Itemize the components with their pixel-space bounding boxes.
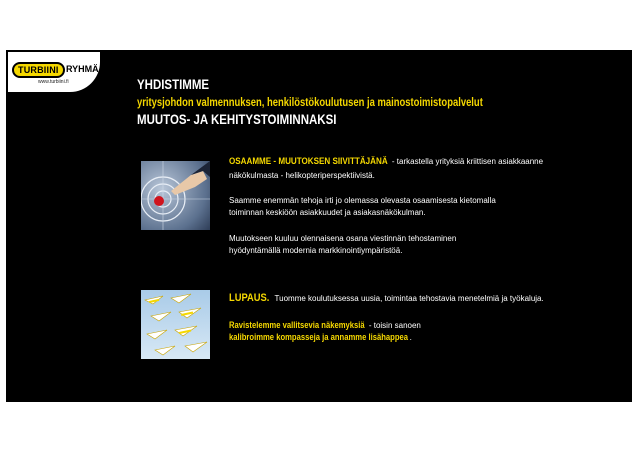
heading-line2: yritysjohdon valmennuksen, henkilöstökoulutusen ja mainostoimistopalvelut [137, 97, 483, 109]
logo-url: www.turbiini.fi [38, 79, 69, 85]
logo-suffix: RYHMÄ [66, 64, 99, 74]
paper-planes-image [141, 290, 210, 359]
section1-p2-line2: toiminnan keskiöön asiakkuudet ja asiakasnäkökulman. [229, 208, 426, 217]
section2-line3-rest: . [409, 333, 412, 342]
section2-highlight1: Ravistelemme vallitsevia näkemyksiä [229, 320, 365, 330]
section1-title: OSAAMME - MUUTOKSEN SIIVITTÄJÄNÄ [229, 156, 388, 167]
target-touch-image [141, 161, 210, 230]
section1-p2-line1: Saamme enemmän tehoja irti jo olemassa olevasta osaamisesta kietomalla [229, 196, 496, 205]
section2-line2 [229, 320, 421, 331]
heading-line3: MUUTOS- JA KEHITYSTOIMINNAKSI [137, 111, 337, 127]
section1-p3-line2: hyödyntämällä modernia markkinointiympäristöä. [229, 246, 403, 255]
turbiini-logo[interactable] [8, 52, 100, 92]
section1-line1 [229, 156, 543, 167]
section2-title-rest: Tuomme koulutuksessa uusia, toimintaa tehostavia menetelmiä ja työkaluja. [272, 294, 544, 303]
section2-line1 [229, 293, 544, 304]
heading-line1: YHDISTIMME [137, 76, 210, 92]
section1-p3-line1: Muutokseen kuuluu olennaisena osana viestinnän tehostaminen [229, 234, 457, 243]
section2-line3 [229, 332, 412, 343]
section2-line2-rest: - toisin sanoen [366, 321, 421, 330]
section1-title-rest: - tarkastella yrityksiä kriittisen asiakkaanne [389, 157, 544, 166]
section2-highlight2: kalibroimme kompasseja ja annamme lisähappea [229, 332, 409, 342]
section2-title: LUPAUS. [229, 292, 270, 304]
section1-line2: näkökulmasta - helikopteriperspektiivistä. [229, 171, 375, 180]
logo-badge: TURBIINI [12, 62, 65, 78]
